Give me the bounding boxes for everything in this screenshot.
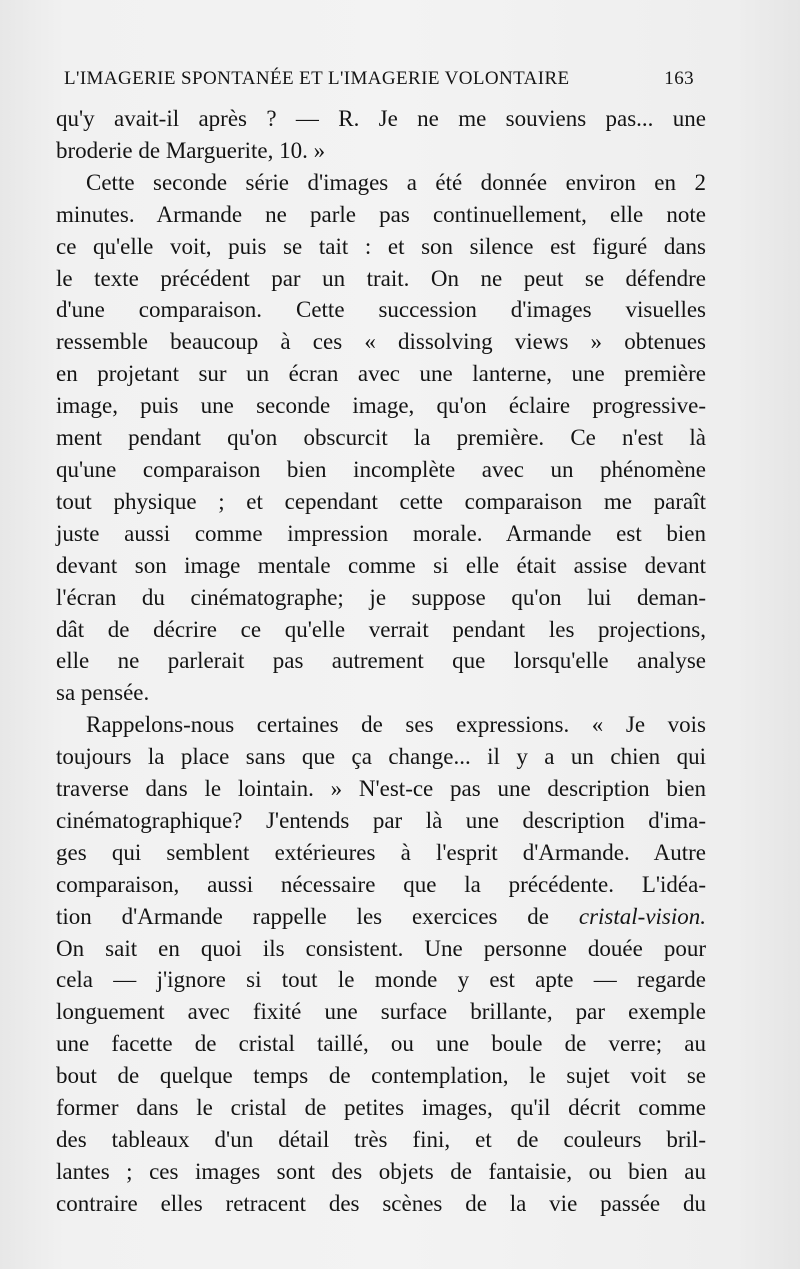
- text-line: l'écran du cinématographe; je suppose qu'on lui deman-: [56, 584, 706, 610]
- text-line: en projetant sur un écran avec une lanterne, une première: [56, 361, 706, 387]
- text-line: ce qu'elle voit, puis se tait : et son silence est figuré dans: [56, 233, 706, 259]
- text-line: le texte précédent par un trait. On ne peut se défendre: [56, 265, 706, 291]
- text-line: ressemble beaucoup à ces « dissolving views » obtenues: [56, 329, 706, 355]
- text-line: lantes ; ces images sont des objets de fantaisie, ou bien au: [56, 1158, 706, 1184]
- running-header: [64, 68, 694, 90]
- text-line: tout physique ; et cependant cette comparaison me paraît: [56, 488, 706, 514]
- text-line: qu'une comparaison bien incomplète avec un phénomène: [56, 456, 706, 482]
- text-line: minutes. Armande ne parle pas continuellement, elle note: [56, 201, 706, 227]
- text-line: broderie de Marguerite, 10. »: [56, 137, 326, 163]
- text-line-with-italic: [56, 901, 706, 933]
- text-line: d'une comparaison. Cette succession d'images visuelles: [56, 297, 706, 323]
- page-number: 163: [664, 68, 694, 89]
- text-line: comparaison, aussi nécessaire que la précédente. L'idéa-: [56, 871, 706, 897]
- text-line: contraire elles retracent des scènes de la vie passée du: [56, 1190, 706, 1216]
- text-line: longuement avec fixité une surface brillante, par exemple: [56, 999, 706, 1025]
- text-line: qu'y avait-il après ? — R. Je ne me souviens pas... une: [56, 106, 706, 131]
- text-line: On sait en quoi ils consistent. Une personne douée pour: [56, 935, 706, 961]
- text-line: elle ne parlerait pas autrement que lorsqu'elle analyse: [56, 648, 706, 674]
- text-line: cela — j'ignore si tout le monde y est apte — regarde: [56, 967, 706, 993]
- text-line: devant son image mentale comme si elle était assise devant: [56, 552, 706, 578]
- text-line: des tableaux d'un détail très fini, et de couleurs bril-: [56, 1127, 706, 1152]
- text-line: sa pensée.: [56, 680, 150, 706]
- body-text: [56, 103, 706, 1220]
- text-line: une facette de cristal taillé, ou une boule de verre; au: [56, 1031, 706, 1057]
- text-line: juste aussi comme impression morale. Armande est bien: [56, 520, 706, 546]
- text-line: toujours la place sans que ça change... il y a un chien qui: [56, 744, 706, 770]
- running-title: L'IMAGERIE SPONTANÉE ET L'IMAGERIE VOLONTAIRE: [64, 68, 570, 89]
- text-line: cinématographique? J'entends par là une description d'ima-: [56, 807, 706, 833]
- text-line: bout de quelque temps de contemplation, le sujet voit se: [56, 1063, 706, 1089]
- text-line: dât de décrire ce qu'elle verrait pendant les projections,: [56, 616, 706, 642]
- text-line: Cette seconde série d'images a été donnée environ en 2: [86, 169, 706, 195]
- italic-term: cristal-vision.: [578, 903, 707, 929]
- text-line: ment pendant qu'on obscurcit la première. Ce n'est là: [56, 425, 706, 451]
- text-line: image, puis une seconde image, qu'on éclaire progressive-: [56, 393, 706, 419]
- text-line: ges qui semblent extérieures à l'esprit d'Armande. Autre: [56, 839, 706, 865]
- text-line: Rappelons-nous certaines de ses expressions. « Je vois: [86, 712, 706, 738]
- text-line: traverse dans le lointain. » N'est-ce pas une description bien: [56, 776, 706, 802]
- text-line: former dans le cristal de petites images, qu'il décrit comme: [56, 1095, 706, 1121]
- text-segment: tion d'Armande rappelle les exercices de: [56, 903, 550, 929]
